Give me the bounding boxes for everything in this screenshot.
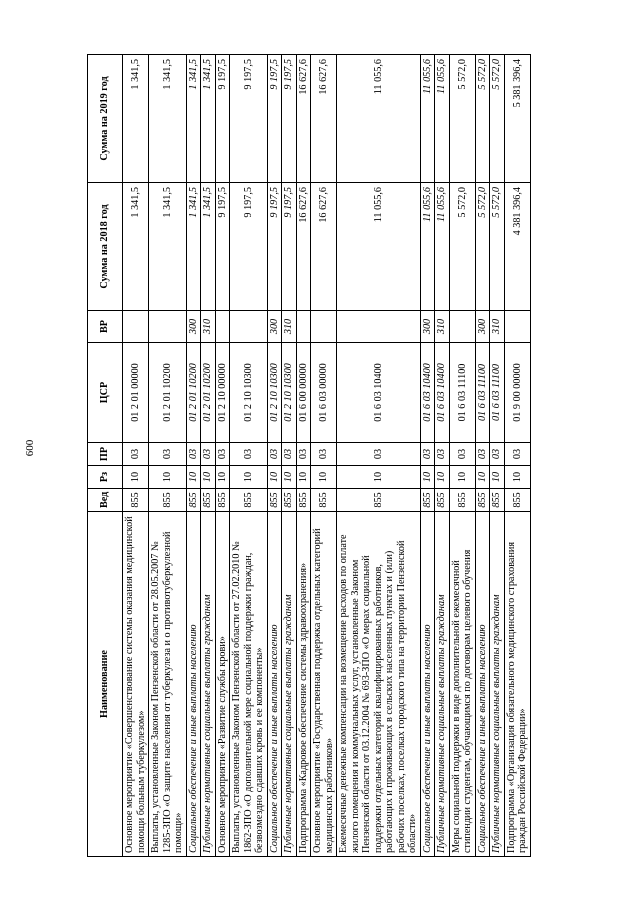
row-name: Публичные нормативные социальные выплаты гражданам [201,512,216,857]
row-rz: 10 [282,466,297,489]
row-ved: 855 [186,489,201,512]
table-row [123,55,149,857]
row-vr [449,311,475,343]
row-vr [230,311,268,343]
row-sum-2018: 1 341,5 [123,183,149,311]
row-name: Выплаты, установленные Законом Пензенской области от 28.05.2007 № 1285-ЗПО «О защите населения от туберкулеза и о противотуберкулезной помощи» [149,512,187,857]
row-csr: 01 2 01 00000 [123,343,149,443]
row-vr: 310 [435,311,450,343]
row-vr: 310 [282,311,297,343]
row-ved: 855 [282,489,297,512]
row-sum-2018: 11 055,6 [337,183,421,311]
row-ved: 855 [149,489,187,512]
row-ved: 855 [490,489,505,512]
row-vr: 310 [490,311,505,343]
row-sum-2018: 11 055,6 [435,183,450,311]
page-number: 600 [24,439,36,457]
header-rz: Рз [88,466,123,489]
table-row [435,55,450,857]
table-row [490,55,505,857]
row-vr: 300 [420,311,435,343]
header-csr: ЦСР [88,343,123,443]
row-sum-2019: 9 197,5 [215,55,230,183]
row-csr: 01 6 03 11100 [449,343,475,443]
row-pr: 03 [490,443,505,466]
row-sum-2018: 9 197,5 [267,183,282,311]
row-csr: 01 2 01 10200 [201,343,216,443]
row-sum-2019: 1 341,5 [123,55,149,183]
table-row [186,55,201,857]
row-rz: 10 [475,466,490,489]
row-vr [149,311,187,343]
row-ved: 855 [435,489,450,512]
table-row [337,55,421,857]
row-ved: 855 [230,489,268,512]
row-name: Меры социальной поддержки в виде дополнительной ежемесячной стипендии студентам, обучающимся по договорам целевого обучения [449,512,475,857]
row-ved: 855 [504,489,530,512]
row-name: Основное мероприятие «Развитие службы крови» [215,512,230,857]
row-sum-2019: 11 055,6 [337,55,421,183]
row-sum-2018: 5 572,0 [475,183,490,311]
row-sum-2019: 5 572,0 [475,55,490,183]
table-row [449,55,475,857]
row-vr [296,311,311,343]
row-name: Ежемесячные денежные компенсации на возмещение расходов по оплате жилого помещения и коммунальных услуг, установленные Законом Пензенской области от 03.12.2004 № 693-ЗПО «О мерах социальной поддержки отдельных категорий квалифицированных работников, работающих и проживающих в сельских населенных пунктах и (или) рабочих поселках, поселках городского типа на территории Пензенской области» [337,512,421,857]
row-name: Публичные нормативные социальные выплаты гражданам [435,512,450,857]
row-sum-2019: 9 197,5 [230,55,268,183]
row-rz: 10 [215,466,230,489]
row-sum-2018: 4 381 396,4 [504,183,530,311]
row-csr: 01 6 03 10400 [420,343,435,443]
row-rz: 10 [504,466,530,489]
row-name: Публичные нормативные социальные выплаты гражданам [282,512,297,857]
row-name: Социальное обеспечение и иные выплаты населению [420,512,435,857]
row-sum-2019: 11 055,6 [420,55,435,183]
row-rz: 10 [123,466,149,489]
row-pr: 03 [337,443,421,466]
table-row [504,55,530,857]
row-rz: 10 [149,466,187,489]
row-pr: 03 [504,443,530,466]
header-ved: Вед [88,489,123,512]
row-rz: 10 [201,466,216,489]
row-sum-2019: 5 572,0 [490,55,505,183]
row-pr: 03 [267,443,282,466]
row-name: Основное мероприятие «Совершенствование системы оказания медицинской помощи больным туберкулезом» [123,512,149,857]
row-rz: 10 [337,466,421,489]
table-row [475,55,490,857]
row-name: Выплаты, установленные Законом Пензенской области от 27.02.2010 № 1862-ЗПО «О дополнительной мере социальной поддержки граждан, безвозмездно сдавших кровь и ее компоненты» [230,512,268,857]
header-pr: ПР [88,443,123,466]
row-pr: 03 [149,443,187,466]
row-pr: 03 [296,443,311,466]
table-row [215,55,230,857]
row-csr: 01 2 01 10200 [149,343,187,443]
row-name: Социальное обеспечение и иные выплаты населению [475,512,490,857]
header-row [88,55,123,857]
header-vr: ВР [88,311,123,343]
row-pr: 03 [475,443,490,466]
row-pr: 03 [449,443,475,466]
row-sum-2019: 11 055,6 [435,55,450,183]
row-name: Социальное обеспечение и иные выплаты населению [267,512,282,857]
row-csr: 01 6 03 10400 [337,343,421,443]
row-sum-2019: 5 381 396,4 [504,55,530,183]
row-sum-2018: 9 197,5 [282,183,297,311]
row-sum-2019: 9 197,5 [282,55,297,183]
row-name: Социальное обеспечение и иные выплаты населению [186,512,201,857]
row-pr: 03 [201,443,216,466]
table-row [230,55,268,857]
row-sum-2018: 16 627,6 [296,183,311,311]
row-csr: 01 2 10 10300 [230,343,268,443]
row-sum-2018: 9 197,5 [215,183,230,311]
row-pr: 03 [435,443,450,466]
row-ved: 855 [215,489,230,512]
row-rz: 10 [267,466,282,489]
row-pr: 03 [186,443,201,466]
row-vr: 300 [186,311,201,343]
row-vr: 300 [475,311,490,343]
row-pr: 03 [123,443,149,466]
header-sum-2018: Сумма на 2018 год [88,183,123,311]
row-sum-2019: 1 341,5 [201,55,216,183]
table-row [267,55,282,857]
row-csr: 01 2 10 10300 [282,343,297,443]
row-rz: 10 [186,466,201,489]
table-row [311,55,337,857]
row-pr: 03 [420,443,435,466]
table-row [282,55,297,857]
rotated-page [87,55,572,857]
row-vr [337,311,421,343]
row-ved: 855 [123,489,149,512]
row-ved: 855 [337,489,421,512]
row-ved: 855 [267,489,282,512]
row-sum-2018: 9 197,5 [230,183,268,311]
row-rz: 10 [230,466,268,489]
row-sum-2019: 16 627,6 [311,55,337,183]
row-rz: 10 [449,466,475,489]
row-csr: 01 6 03 11100 [475,343,490,443]
row-vr [504,311,530,343]
row-csr: 01 2 01 10200 [186,343,201,443]
row-ved: 855 [420,489,435,512]
row-rz: 10 [420,466,435,489]
row-name: Подпрограмма «Кадровое обеспечение системы здравоохранения» [296,512,311,857]
row-rz: 10 [435,466,450,489]
table-row [420,55,435,857]
row-rz: 10 [490,466,505,489]
row-csr: 01 9 00 00000 [504,343,530,443]
row-vr [215,311,230,343]
row-sum-2018: 5 572,0 [449,183,475,311]
row-sum-2019: 9 197,5 [267,55,282,183]
row-ved: 855 [475,489,490,512]
row-sum-2018: 5 572,0 [490,183,505,311]
budget-table [87,54,531,857]
row-ved: 855 [311,489,337,512]
row-vr: 310 [201,311,216,343]
row-vr [311,311,337,343]
row-sum-2018: 11 055,6 [420,183,435,311]
row-vr: 300 [267,311,282,343]
row-ved: 855 [296,489,311,512]
row-sum-2018: 1 341,5 [201,183,216,311]
header-name: Наименование [88,512,123,857]
row-csr: 01 6 03 11100 [490,343,505,443]
header-sum-2019: Сумма на 2019 год [88,55,123,183]
row-sum-2019: 16 627,6 [296,55,311,183]
row-sum-2019: 1 341,5 [186,55,201,183]
row-vr [123,311,149,343]
row-ved: 855 [449,489,475,512]
row-sum-2018: 1 341,5 [186,183,201,311]
row-csr: 01 6 03 10400 [435,343,450,443]
row-sum-2018: 1 341,5 [149,183,187,311]
row-sum-2018: 16 627,6 [311,183,337,311]
row-pr: 03 [282,443,297,466]
row-name: Публичные нормативные социальные выплаты гражданам [490,512,505,857]
row-name: Основное мероприятие «Государственная поддержка отдельных категорий медицинских работников» [311,512,337,857]
row-csr: 01 2 10 10300 [267,343,282,443]
row-rz: 10 [311,466,337,489]
row-csr: 01 6 00 00000 [296,343,311,443]
row-pr: 03 [215,443,230,466]
table-row [201,55,216,857]
row-ved: 855 [201,489,216,512]
row-rz: 10 [296,466,311,489]
row-name: Подпрограмма «Организация обязательного медицинского страхования граждан Российской Федерации» [504,512,530,857]
row-csr: 01 2 10 00000 [215,343,230,443]
row-sum-2019: 5 572,0 [449,55,475,183]
row-csr: 01 6 03 00000 [311,343,337,443]
row-pr: 03 [311,443,337,466]
table-row [149,55,187,857]
row-sum-2019: 1 341,5 [149,55,187,183]
table-body [123,55,531,857]
table-row [296,55,311,857]
row-pr: 03 [230,443,268,466]
